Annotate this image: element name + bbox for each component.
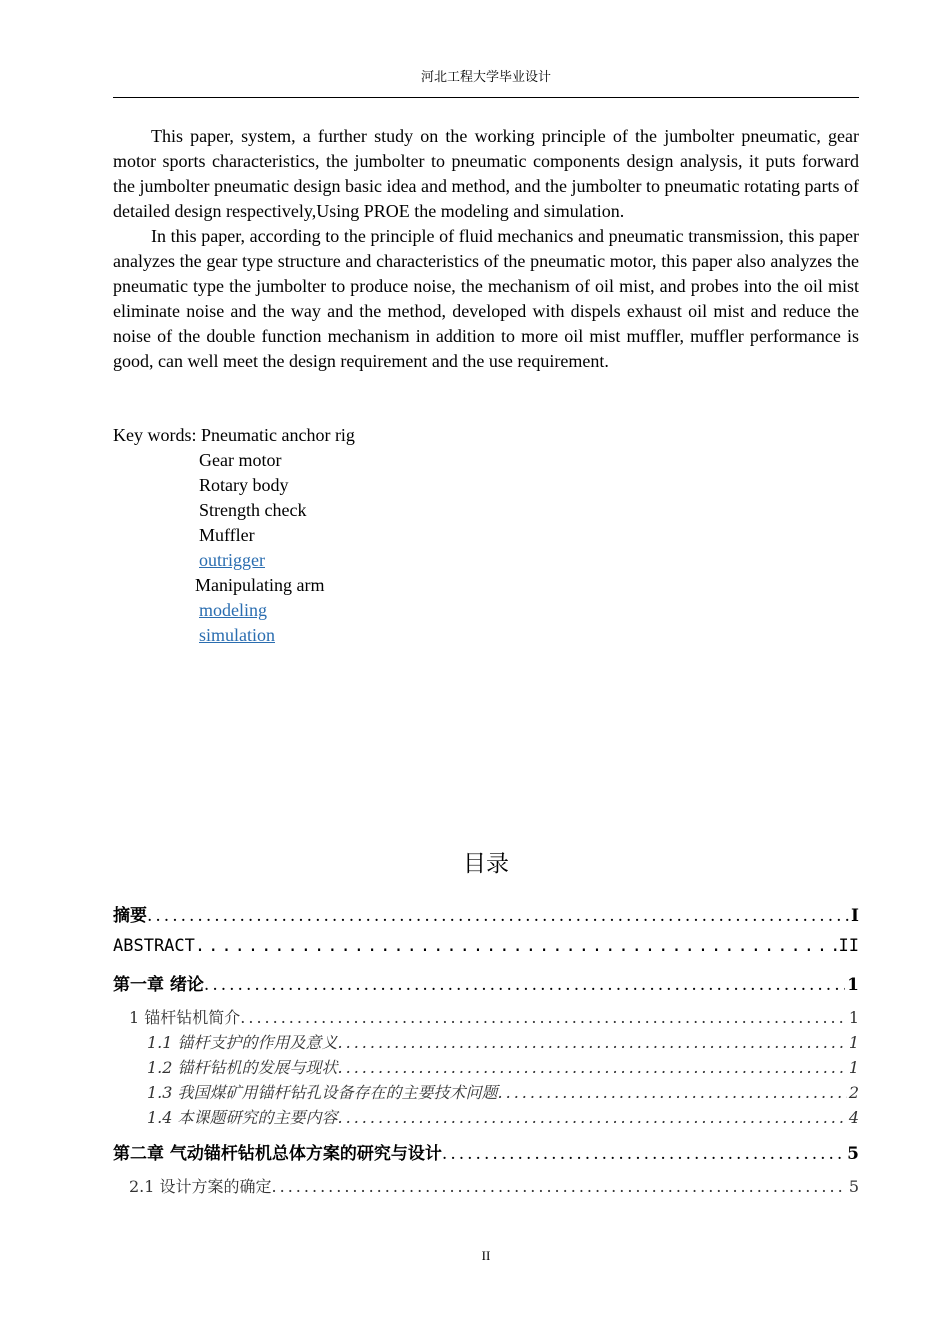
keyword-link-text[interactable]: simulation — [199, 625, 275, 645]
abstract-body — [113, 124, 859, 374]
toc-entry-label: 1.2 锚杆钻机的发展与现状 — [147, 1058, 338, 1077]
toc-entry-page: I — [851, 906, 859, 926]
toc-entry-label: ABSTRACT — [113, 936, 195, 956]
toc-leader — [338, 1058, 847, 1077]
toc-entry[interactable] — [113, 1055, 859, 1078]
keywords-label: Key words: Pneumatic anchor rig — [113, 425, 355, 445]
keyword-item: Strength check — [199, 500, 307, 520]
toc-entry-page: 5 — [847, 1144, 859, 1164]
toc-entry-label: 1.1 锚杆支护的作用及意义 — [147, 1033, 338, 1052]
keyword-link-modeling[interactable] — [113, 598, 859, 623]
abstract-paragraph-1: This paper, system, a further study on the working principle of the jumbolter pneumatic, gear motor sports characteristics, the jumbolter to pneumatic components design analysis, it puts forward the jumbolter pneumatic design basic idea and method, and the jumbolter to pneumatic rotating parts of detailed design respectively,Using PROE the modeling and simulation. — [113, 126, 859, 221]
toc-entry-page: 1 — [848, 1033, 859, 1052]
toc-entry-label: 2.1 设计方案的确定 — [129, 1177, 272, 1196]
keyword-link-simulation[interactable] — [113, 623, 859, 648]
toc-leader — [338, 1108, 847, 1127]
keyword-item: Muffler — [199, 525, 255, 545]
toc-entry-page: 4 — [848, 1108, 859, 1127]
toc-entry-page: 5 — [848, 1177, 859, 1196]
toc-leader — [272, 1177, 847, 1196]
toc-entry[interactable] — [113, 1174, 859, 1197]
toc-leader — [498, 1083, 847, 1102]
toc-entry[interactable] — [113, 1105, 859, 1128]
abstract-paragraph-2: In this paper, according to the principle of fluid mechanics and pneumatic transmission, this paper analyzes the gear type structure and characteristics of the pneumatic motor, this paper also analyzes the pneumatic type the jumbolter to produce noise, the mechanism of oil mist, and probes into the oil mist eliminate noise and the way and the method, developed with dispels exhaust oil mist and reduce the noise of the double function mechanism in addition to more oil mist muffler, muffler performance is good, can well meet the design requirement and the use requirement. — [113, 226, 859, 371]
header-rule — [113, 97, 859, 98]
toc-leader — [195, 936, 837, 956]
keyword-link-text[interactable]: outrigger — [199, 550, 265, 570]
toc-entry[interactable] — [113, 901, 859, 926]
keyword-item: Manipulating arm — [195, 575, 325, 595]
toc-leader — [204, 975, 845, 995]
toc-entry-label: 1.3 我国煤矿用锚杆钻孔设备存在的主要技术问题 — [147, 1083, 498, 1102]
keyword-item: Rotary body — [199, 475, 289, 495]
toc-entry-label: 摘要 — [113, 906, 147, 926]
keyword-item: Gear motor — [199, 450, 282, 470]
toc-entry-label: 第一章 绪论 — [113, 975, 204, 995]
toc-leader — [442, 1144, 845, 1164]
page-number: II — [481, 1248, 491, 1263]
toc-entry-page: 2 — [848, 1083, 859, 1102]
keywords-block — [113, 423, 859, 648]
toc-entry-label: 1.4 本课题研究的主要内容 — [147, 1108, 338, 1127]
toc-title: 目录 — [463, 851, 509, 877]
toc-entry-page: 1 — [847, 975, 859, 995]
toc-entry[interactable] — [113, 970, 859, 995]
toc-entry-page: 1 — [848, 1008, 859, 1027]
toc-entry[interactable] — [113, 1080, 859, 1103]
toc-entry-label: 1 锚杆钻机简介 — [129, 1008, 241, 1027]
toc-leader — [338, 1033, 847, 1052]
toc-entry-page: 1 — [848, 1058, 859, 1077]
toc-entry[interactable] — [113, 936, 859, 956]
toc-leader — [147, 906, 849, 926]
keyword-link-text[interactable]: modeling — [199, 600, 267, 620]
toc-entry[interactable] — [113, 1030, 859, 1053]
toc-leader — [240, 1008, 847, 1027]
keyword-link-outrigger[interactable] — [113, 548, 859, 573]
toc-entry[interactable] — [113, 1005, 859, 1028]
toc-entry-label: 第二章 气动锚杆钻机总体方案的研究与设计 — [113, 1144, 442, 1164]
toc-entry-page: II — [838, 936, 859, 956]
page-header: 河北工程大学毕业设计 — [420, 70, 551, 85]
toc-entry[interactable] — [113, 1139, 859, 1164]
